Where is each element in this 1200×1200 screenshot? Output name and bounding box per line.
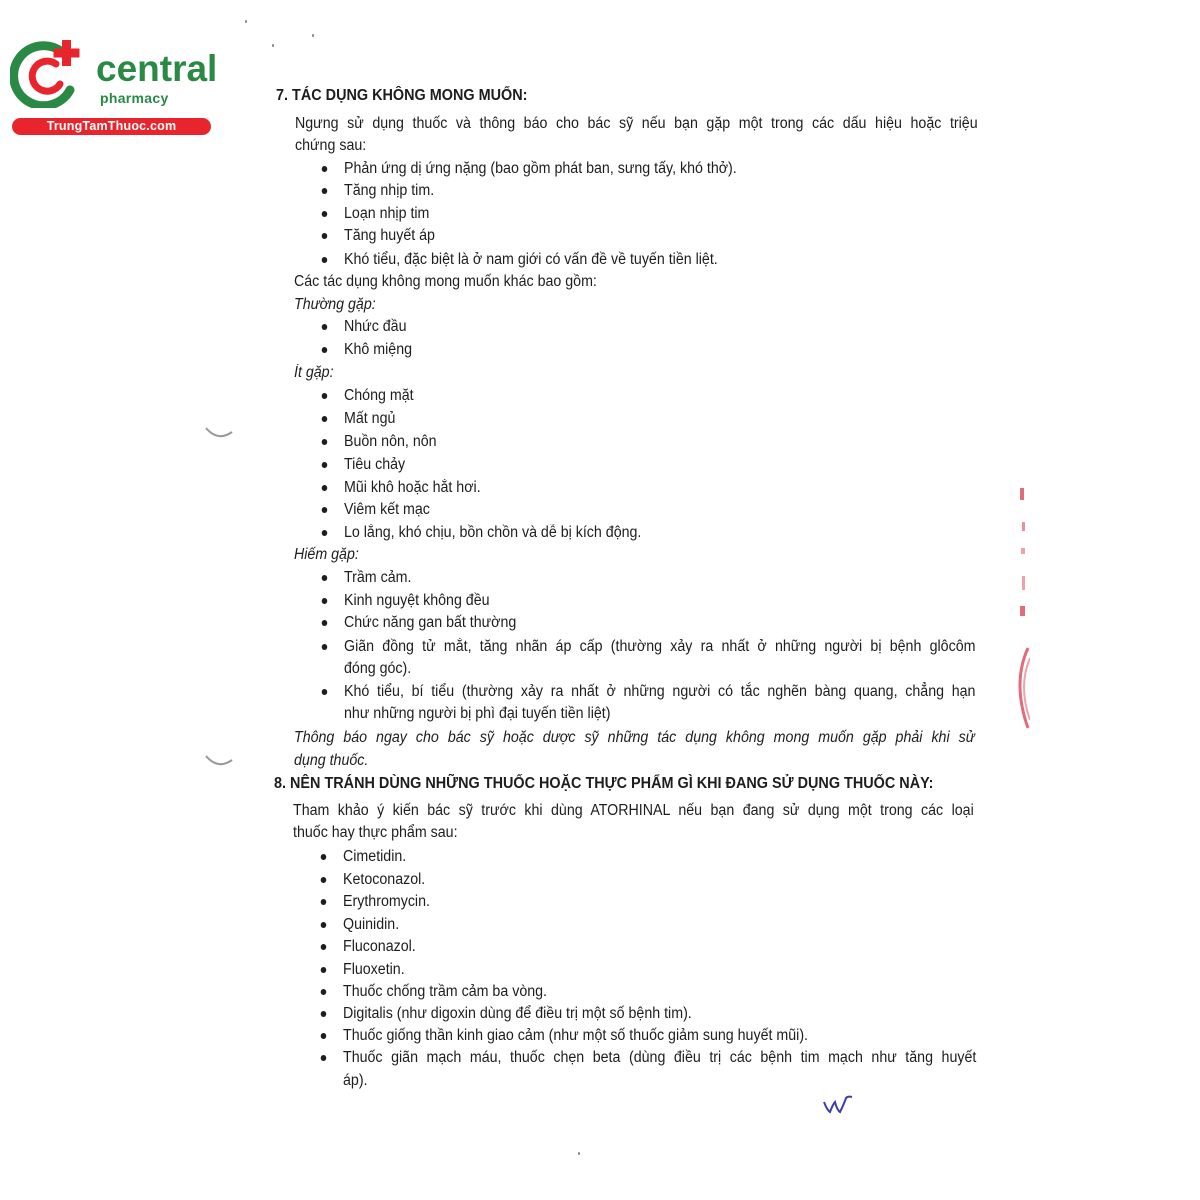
section-7-intro-line2: chứng sau: bbox=[295, 137, 367, 154]
scan-speck bbox=[272, 44, 274, 47]
list-item: Khô miệng bbox=[344, 341, 413, 358]
list-item: Digitalis (như digoxin dùng để điều trị một số bệnh tim). bbox=[343, 1005, 692, 1022]
section-8-heading: 8. NÊN TRÁNH DÙNG NHỮNG THUỐC HOẶC THỰC PHẨM GÌ KHI ĐANG SỬ DỤNG THUỐC NÀY: bbox=[274, 775, 934, 792]
handwritten-initial-signature bbox=[822, 1094, 854, 1116]
list-item: Viêm kết mạc bbox=[344, 501, 430, 518]
list-item: Phản ứng dị ứng nặng (bao gồm phát ban, sưng tấy, khó thở). bbox=[344, 160, 737, 177]
scan-speck bbox=[245, 20, 247, 23]
list-item: Fluoxetin. bbox=[343, 961, 405, 978]
list-item-continuation: như những người bị phì đại tuyến tiền liệt) bbox=[344, 705, 611, 722]
list-item: Quinidin. bbox=[343, 916, 400, 933]
section-7-intro-line1: Ngưng sử dụng thuốc và thông báo cho bác sỹ nếu bạn gặp một trong các dấu hiệu hoặc triệu bbox=[295, 115, 978, 132]
list-item: Cimetidin. bbox=[343, 848, 407, 865]
scan-speck bbox=[578, 1152, 580, 1155]
list-item: Fluconazol. bbox=[343, 938, 416, 955]
list-item: Trầm cảm. bbox=[344, 569, 412, 586]
scan-speck bbox=[312, 34, 314, 37]
list-item: Khó tiểu, đặc biệt là ở nam giới có vấn đề về tuyến tiền liệt. bbox=[344, 251, 718, 268]
list-item: Ketoconazol. bbox=[343, 871, 426, 888]
section-7-heading: 7. TÁC DỤNG KHÔNG MONG MUỐN: bbox=[276, 87, 528, 104]
list-item: Tăng huyết áp bbox=[344, 227, 435, 244]
list-item: Buồn nôn, nôn bbox=[344, 433, 437, 450]
punch-hole-mark bbox=[204, 424, 234, 444]
uncommon-label: Ít gặp: bbox=[294, 364, 334, 381]
red-stamp-edge bbox=[1010, 488, 1030, 733]
notice-line2: dụng thuốc. bbox=[294, 752, 369, 769]
list-item: Chóng mặt bbox=[344, 387, 414, 404]
list-item: Thuốc giãn mạch máu, thuốc chẹn beta (dùng điều trị các bệnh tim mạch như tăng huyết bbox=[343, 1049, 977, 1066]
brand-name: central bbox=[96, 48, 218, 89]
list-item-continuation: áp). bbox=[343, 1072, 368, 1089]
notice-line1: Thông báo ngay cho bác sỹ hoặc dược sỹ những tác dụng không mong muốn gặp phải khi sử bbox=[294, 729, 975, 746]
list-item: Thuốc chống trầm cảm ba vòng. bbox=[343, 983, 548, 1000]
section-8-intro-line2: thuốc hay thực phẩm sau: bbox=[293, 824, 458, 841]
rare-label: Hiếm gặp: bbox=[294, 546, 359, 563]
list-item: Lo lắng, khó chịu, bồn chồn và dễ bị kích động. bbox=[344, 524, 642, 541]
punch-hole-mark bbox=[204, 752, 234, 772]
list-item: Tiêu chảy bbox=[344, 456, 406, 473]
common-label: Thường gặp: bbox=[294, 296, 376, 313]
list-item: Kinh nguyệt không đều bbox=[344, 592, 490, 609]
list-item: Giãn đồng tử mắt, tăng nhãn áp cấp (thường xảy ra nhất ở những người bị bệnh glôcôm bbox=[344, 638, 976, 655]
other-effects-label: Các tác dụng không mong muốn khác bao gồm: bbox=[294, 273, 597, 290]
list-item: Mũi khô hoặc hắt hơi. bbox=[344, 479, 481, 496]
list-item: Khó tiểu, bí tiểu (thường xảy ra nhất ở những người có tắc nghẽn bàng quang, chẳng hạn bbox=[344, 683, 976, 700]
list-item: Erythromycin. bbox=[343, 893, 430, 910]
list-item-continuation: đóng góc). bbox=[344, 660, 412, 677]
section-8-intro-line1: Tham khảo ý kiến bác sỹ trước khi dùng ATORHINAL nếu bạn đang sử dụng một trong các loại bbox=[293, 802, 974, 819]
list-item: Thuốc giống thần kinh giao cảm (như một số thuốc giảm sung huyết mũi). bbox=[343, 1027, 809, 1044]
list-item: Loạn nhịp tim bbox=[344, 205, 430, 222]
list-item: Chức năng gan bất thường bbox=[344, 614, 517, 631]
brand-website-badge[interactable]: TrungTamThuoc.com bbox=[12, 118, 211, 135]
brand-subtitle: pharmacy bbox=[100, 90, 169, 106]
list-item: Nhức đầu bbox=[344, 318, 407, 335]
list-item: Tăng nhịp tim. bbox=[344, 182, 435, 199]
list-item: Mất ngủ bbox=[344, 410, 396, 427]
